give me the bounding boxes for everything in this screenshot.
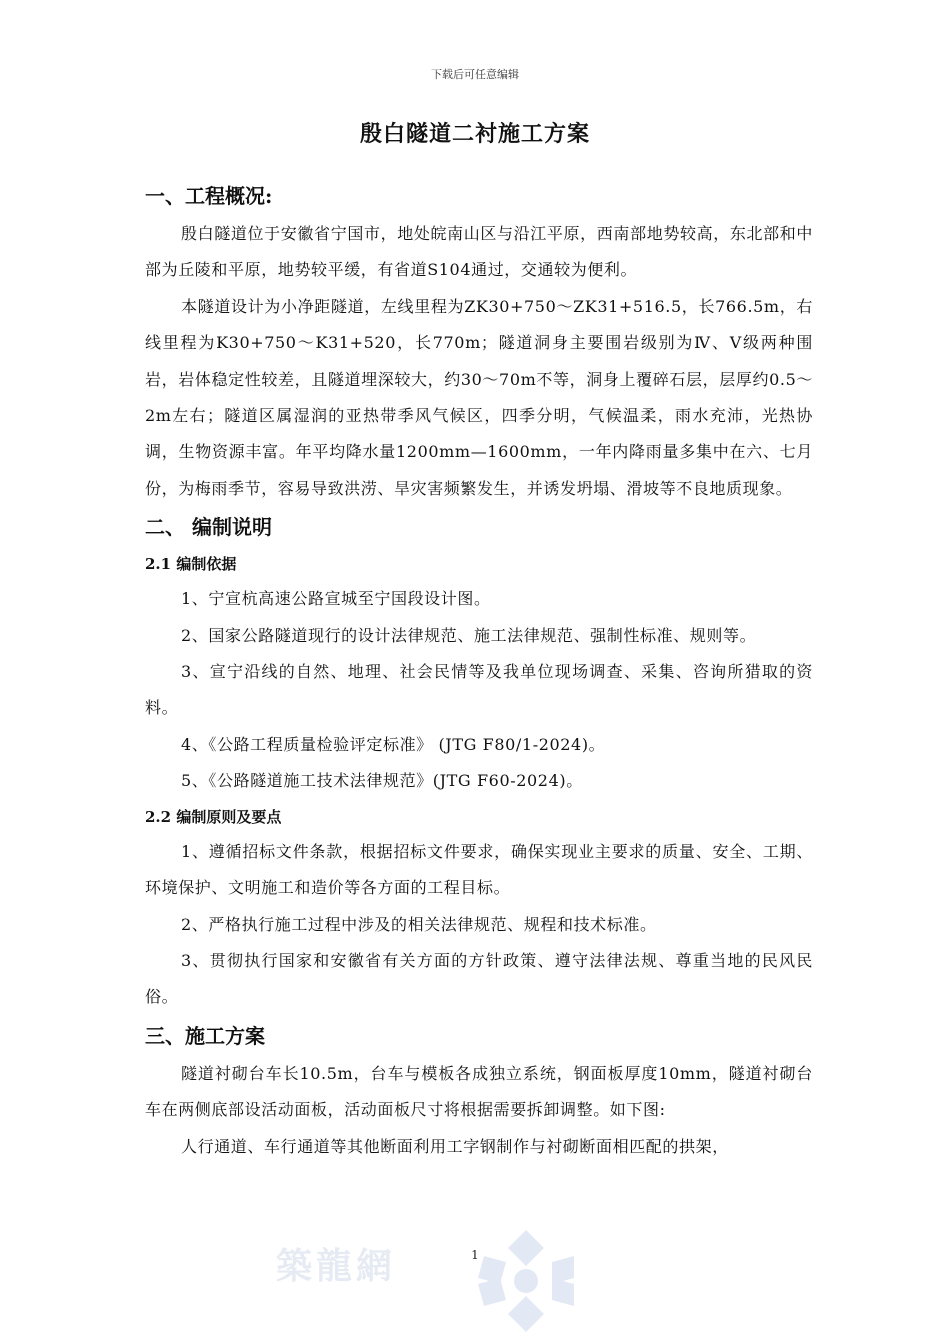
list-paragraph: 5、《公路隧道施工技术法律规范》(JTG F60-2024)。 (181, 771, 583, 791)
section-heading: 三、施工方案 (145, 1023, 265, 1048)
section-heading: 一、工程概况: (145, 184, 273, 208)
subsection-heading: 2.1 编制依据 (145, 555, 237, 574)
paragraph: 本隧道设计为小净距隧道，左线里程为ZK30+750～ZK31+516.5，长766.5m，右线里程为K30+750～K31+520，长770m；隧道洞身主要围岩级别为Ⅳ、Ⅴ级两种围岩，岩体稳定性较差，且隧道埋深较大，约30～70m不等，洞身上覆碎石层，层厚约0.5～2m左右；隧道区属湿润的亚热带季风气候区，四季分明，气候温柔，雨水充沛，光热协调，生物资源丰富。年平均降水量1200mm—1600mm，一年内降雨量多集中在六、七月份，为梅雨季节，容易导致洪涝、旱灾害频繁发生，并诱发坍塌、滑坡等不良地质现象。 (145, 296, 813, 498)
page-number: 1 (471, 1248, 479, 1262)
list-paragraph: 3、宣宁沿线的自然、地理、社会民情等及我单位现场调查、采集、咨询所猎取的资料。 (145, 662, 813, 718)
paragraph: 人行通道、车行通道等其他断面利用工字钢制作与衬砌断面相匹配的拱架， (181, 1136, 729, 1156)
watermark (270, 1226, 530, 1336)
list-paragraph: 1、遵循招标文件条款，根据招标文件要求，确保实现业主要求的质量、安全、工期、环境保护、文明施工和造价等各方面的工程目标。 (145, 841, 813, 898)
section-heading: 二、 编制说明 (145, 515, 272, 540)
document-body (145, 176, 813, 1165)
list-paragraph: 1、宁宣杭高速公路宣城至宁国段设计图。 (181, 589, 491, 609)
list-paragraph: 2、严格执行施工过程中涉及的相关法律规范、规程和技术标准。 (181, 914, 657, 934)
document-title: 殷白隧道二衬施工方案 (359, 121, 590, 147)
list-paragraph: 3、贯彻执行国家和安徽省有关方面的方针政策、遵守法律法规、尊重当地的民风民俗。 (145, 950, 813, 1007)
paragraph: 隧道衬砌台车长10.5m，台车与模板各成独立系统，钢面板厚度10mm，隧道衬砌台车在两侧底部设活动面板，活动面板尺寸将根据需要拆卸调整。如下图: (145, 1063, 813, 1120)
page-header-note: 下载后可任意编辑 (431, 68, 519, 81)
watermark-text: 築龍網 (276, 1245, 397, 1287)
list-paragraph: 4、《公路工程质量检验评定标准》 (JTG F80/1-2024)。 (181, 734, 606, 754)
snowflake-logo-icon (466, 1226, 586, 1336)
list-paragraph: 2、国家公路隧道现行的设计法律规范、施工法律规范、强制性标准、规则等。 (181, 625, 757, 645)
subsection-heading: 2.2 编制原则及要点 (145, 807, 282, 826)
paragraph: 殷白隧道位于安徽省宁国市，地处皖南山区与沿江平原，西南部地势较高，东北部和中部为丘陵和平原，地势较平缓，有省道S104通过，交通较为便利。 (145, 224, 813, 280)
